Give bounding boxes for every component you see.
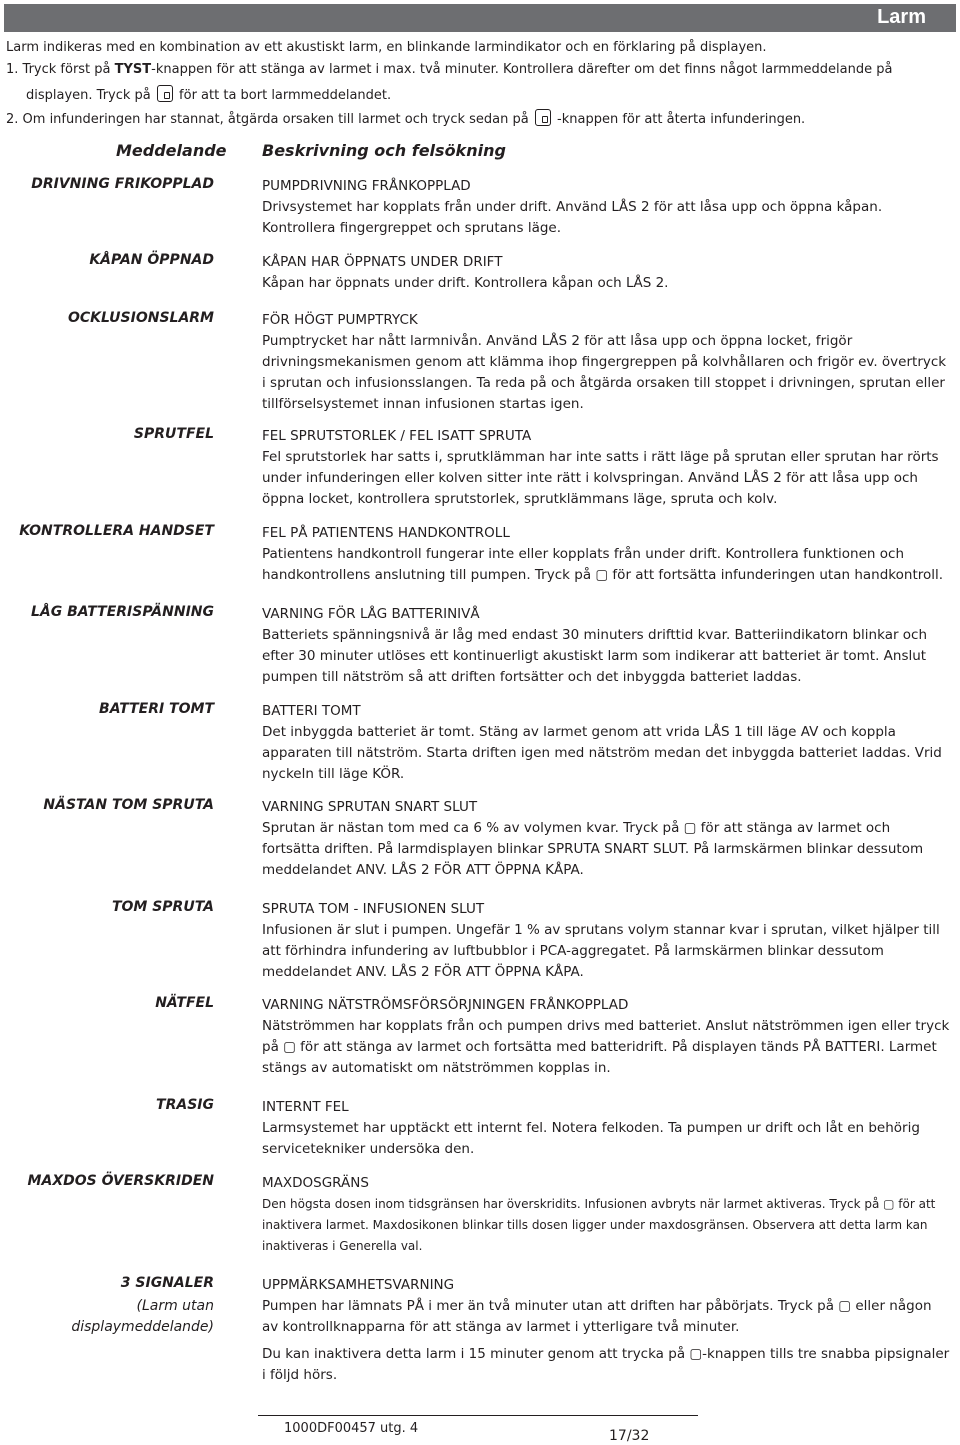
alarm-label: TOM SPRUTA (111, 899, 214, 915)
alarm-label: BATTERI TOMT (99, 701, 214, 717)
alarm-description (262, 604, 950, 688)
alarm-label: TRASIG (156, 1097, 214, 1113)
alarm-label: KONTROLLERA HANDSET (19, 523, 214, 539)
alarm-description (262, 252, 950, 294)
alarm-body: Kåpan har öppnats under drift. Kontrollera kåpan och LÅS 2. (262, 275, 669, 291)
alarm-label: NÄSTAN TOM SPRUTA (43, 797, 214, 813)
alarm-body: Sprutan är nästan tom med ca 6 % av volymen kvar. Tryck på ▢ för att stänga av larmet och fortsätta driften. På larmdisplayen blinkar SPRUTA SNART SLUT. På larmskärmen blinkar dessutom meddelandet ANV. LÅS 2 FÖR ATT ÖPPNA KÅPA. (262, 820, 924, 878)
alarm-title: UPPMÄRKSAMHETSVARNING (262, 1277, 455, 1293)
alarm-title: KÅPAN HAR ÖPPNATS UNDER DRIFT (262, 254, 503, 270)
alarm-description (262, 426, 950, 510)
alarm-description (262, 797, 950, 881)
alarm-label: KÅPAN ÖPPNAD (89, 252, 214, 268)
alarm-label: OCKLUSIONSLARM (67, 310, 214, 326)
intro-step-1-cont: displayen. Tryck på för att ta bort larmmeddelandet. (26, 85, 391, 103)
alarm-body: Nätströmmen har kopplats från och pumpen drivs med batteriet. Anslut nätströmmen igen eller tryck på ▢ för att stänga av larmet och fortsätta med batteridrift. På displayen tänds PÅ BATTERI. Larmet stängs av automatiskt om nätströmmen kopplas in. (262, 1018, 950, 1076)
alarm-title: INTERNT FEL (262, 1099, 349, 1115)
alarm-label: NÄTFEL (155, 995, 214, 1011)
alarm-description (262, 1097, 950, 1160)
page-title: Larm (877, 6, 926, 28)
alarm-label: 3 SIGNALER (120, 1275, 214, 1291)
footer-divider (258, 1415, 698, 1416)
alarm-title: FEL SPRUTSTORLEK / FEL ISATT SPRUTA (262, 428, 532, 444)
alarm-description (262, 523, 950, 586)
alarm-body: Det inbyggda batteriet är tomt. Stäng av larmet genom att vrida LÅS 1 till läge AV och koppla apparaten till nätström. Starta driften igen med nätström medan det inbyggda batteriet laddas. Vrid nyckeln till läge KÖR. (262, 724, 942, 782)
document-id: 1000DF00457 utg. 4 (284, 1421, 419, 1436)
alarm-description (262, 995, 950, 1079)
alarm-body: Infusionen är slut i pumpen. Ungefär 1 % av sprutans volym stannar kvar i sprutan, vilket hjälper till att förhindra infundering av luftbubblor i PCA-aggregatet. På larmskärmen blinkar dessutom meddelandet ANV. LÅS 2 FÖR ATT ÖPPNA KÅPA. (262, 922, 940, 980)
alarm-title: VARNING NÄTSTRÖMSFÖRSÖRJNINGEN FRÅNKOPPLAD (262, 997, 629, 1013)
alarm-description (262, 701, 950, 785)
alarm-body: Patientens handkontroll fungerar inte eller kopplats från under drift. Kontrollera funktionen och handkontrollens anslutning till pumpen. Tryck på ▢ för att fortsätta infunderingen utan handkontroll. (262, 546, 944, 583)
alarm-description (262, 899, 950, 983)
alarm-label: DRIVNING FRIKOPPLAD (31, 176, 214, 192)
alarm-title: VARNING SPRUTAN SNART SLUT (262, 799, 478, 815)
mute-button-icon (157, 85, 173, 102)
alarm-body: Den högsta dosen inom tidsgränsen har överskridits. Infusionen avbryts när larmet aktiveras. Tryck på ▢ för att inaktivera larmet. Maxdosikonen blinkar tills dosen ligger under maxdosgränsen. Observera att detta larm kan inaktiveras i Generella val. (262, 1197, 936, 1253)
alarm-title: FÖR HÖGT PUMPTRYCK (262, 312, 418, 328)
column-header-message: Meddelande (116, 141, 227, 160)
alarm-body: Pumptrycket har nått larmnivån. Använd LÅS 2 för att låsa upp och öppna locket, frigör drivningsmekanismen genom att klämma ihop fingergreppen på kolvhållaren och frigör ev. övertryck i sprutan och infusionsslangen. Ta reda på och åtgärda orsaken till stoppet i drivningen, sprutan eller tillförselsystemet innan infusionen startas igen. (262, 333, 947, 412)
alarm-description (262, 176, 950, 239)
alarm-title: SPRUTA TOM - INFUSIONEN SLUT (262, 901, 485, 917)
alarm-body: Larmsystemet har upptäckt ett internt fel. Notera felkoden. Ta pumpen ur drift och låt en behörig servicetekniker undersöka den. (262, 1120, 920, 1157)
alarm-body: Fel sprutstorlek har satts i, sprutklämman har inte satts i rätt läge på sprutan eller sprutan har rörts under infunderingen eller kolven sitter inte rätt i kolvspringan. Använd LÅS 2 för att låsa upp och öppna locket, kontrollera sprutstorlek, sprutklämmans läge, spruta och kolv. (262, 449, 939, 507)
intro-step-2: 2. Om infunderingen har stannat, åtgärda orsaken till larmet och tryck sedan på -knappen för att återta infunderingen. (6, 109, 805, 127)
alarm-title: MAXDOSGRÄNS (262, 1175, 369, 1191)
alarm-label: LÅG BATTERISPÄNNING (30, 604, 214, 620)
alarm-label: SPRUTFEL (133, 426, 214, 442)
alarm-sublabel: displaymeddelande) (71, 1319, 214, 1335)
alarm-label: MAXDOS ÖVERSKRIDEN (27, 1173, 214, 1189)
intro-line: Larm indikeras med en kombination av ett akustiskt larm, en blinkande larmindikator och en förklaring på displayen. (6, 40, 767, 55)
section-header-bar (4, 4, 956, 32)
alarm-description (262, 1173, 950, 1257)
alarm-body: Batteriets spänningsnivå är låg med endast 30 minuters drifttid kvar. Batteriindikatorn blinkar och efter 30 minuter utlöses ett kontinuerligt akustiskt larm som indikerar att batteriet är tomt. Anslut pumpen till nätström så att driften fortsätter och det inbyggda batteriet laddas. (262, 627, 928, 685)
alarm-title: PUMPDRIVNING FRÅNKOPPLAD (262, 178, 471, 194)
alarm-description (262, 310, 950, 415)
alarm-title: BATTERI TOMT (262, 703, 361, 719)
alarm-title: VARNING FÖR LÅG BATTERINIVÅ (262, 606, 480, 622)
page-number: 17/32 (609, 1428, 650, 1444)
alarm-body: Pumpen har lämnats PÅ i mer än två minuter utan att driften har påbörjats. Tryck på ▢ eller någon av kontrollknapparna för att stänga av larmet i ytterligare två minuter. (262, 1298, 932, 1335)
column-header-description: Beskrivning och felsökning (262, 141, 506, 160)
intro-step-1: 1. Tryck först på TYST-knappen för att stänga av larmet i max. två minuter. Kontrollera därefter om det finns något larmmeddelande på (6, 62, 893, 77)
start-button-icon (535, 109, 551, 126)
alarm-sublabel: (Larm utan (136, 1298, 214, 1314)
alarm-description (262, 1275, 950, 1386)
alarm-body: Drivsystemet har kopplats från under drift. Använd LÅS 2 för att låsa upp och öppna kåpan. Kontrollera fingergreppet och sprutans läge. (262, 199, 883, 236)
alarm-title: FEL PÅ PATIENTENS HANDKONTROLL (262, 525, 510, 541)
alarm-body-extra: Du kan inaktivera detta larm i 15 minuter genom att trycka på ▢-knappen tills tre snabba pipsignaler i följd hörs. (262, 1346, 950, 1383)
